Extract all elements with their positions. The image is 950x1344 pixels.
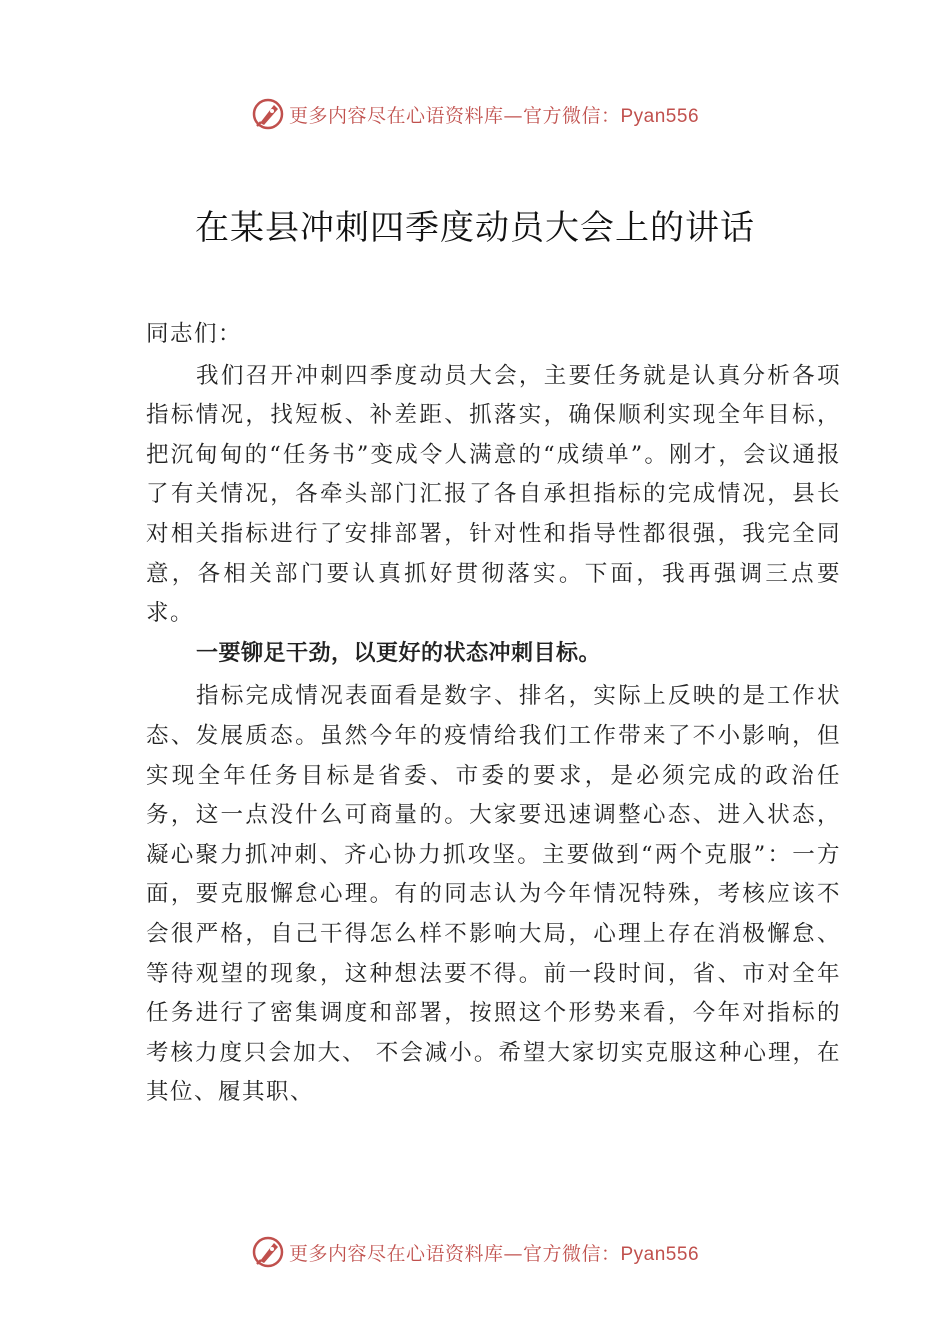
wechat-id: Pyan556 bbox=[620, 105, 700, 127]
banner-slogan: 更多内容尽在心语资料库—官方微信： bbox=[288, 104, 621, 127]
footer-banner bbox=[0, 1232, 950, 1272]
banner-slogan: 更多内容尽在心语资料库—官方微信： bbox=[288, 1242, 621, 1265]
wechat-id: Pyan556 bbox=[620, 1243, 700, 1265]
document-body bbox=[146, 315, 841, 1113]
document-title: 在某县冲刺四季度动员大会上的讲话 bbox=[195, 208, 755, 248]
paragraph-intro: 我们召开冲刺四季度动员大会，主要任务就是认真分析各项指标情况，找短板、补差距、抓落实，确保顺利实现全年目标，把沉甸甸的“任务书”变成令人满意的“成绩单”。刚才，会议通报了有关情况，各牵头部门汇报了各自承担指标的完成情况，县长对相关指标进行了安排部署，针对性和指导性都很强，我完全同意，各相关部门要认真抓好贯彻落实。下面，我再强调三点要求。 bbox=[146, 362, 841, 627]
greeting: 同志们： bbox=[146, 321, 243, 347]
section-heading: 一要铆足干劲，以更好的状态冲刺目标。 bbox=[196, 640, 602, 666]
banner-text bbox=[289, 1239, 699, 1266]
banner-text bbox=[289, 101, 699, 128]
paragraph-section-one: 指标完成情况表面看是数字、排名，实际上反映的是工作状态、发展质态。虽然今年的疫情给我们工作带来了不小影响，但实现全年任务目标是省委、市委的要求，是必须完成的政治任务，这一点没什么可商量的。大家要迅速调整心态、进入状态，凝心聚力抓冲刺、齐心协力抓攻坚。主要做到“两个克服”：一方面，要克服懈怠心理。有的同志认为今年情况特殊，考核应该不会很严格，自己干得怎么样不影响大局，心理上存在消极懈怠、等待观望的现象，这种想法要不得。前一段时间，省、市对全年任务进行了密集调度和部署，按照这个形势来看，今年对指标的考核力度只会加大、 不会减小。希望大家切实克服这种心理，在其位、履其职、 bbox=[146, 683, 841, 1106]
pen-nib-logo-icon bbox=[251, 97, 285, 131]
pen-nib-logo-icon bbox=[251, 1235, 285, 1269]
header-banner bbox=[0, 94, 950, 134]
